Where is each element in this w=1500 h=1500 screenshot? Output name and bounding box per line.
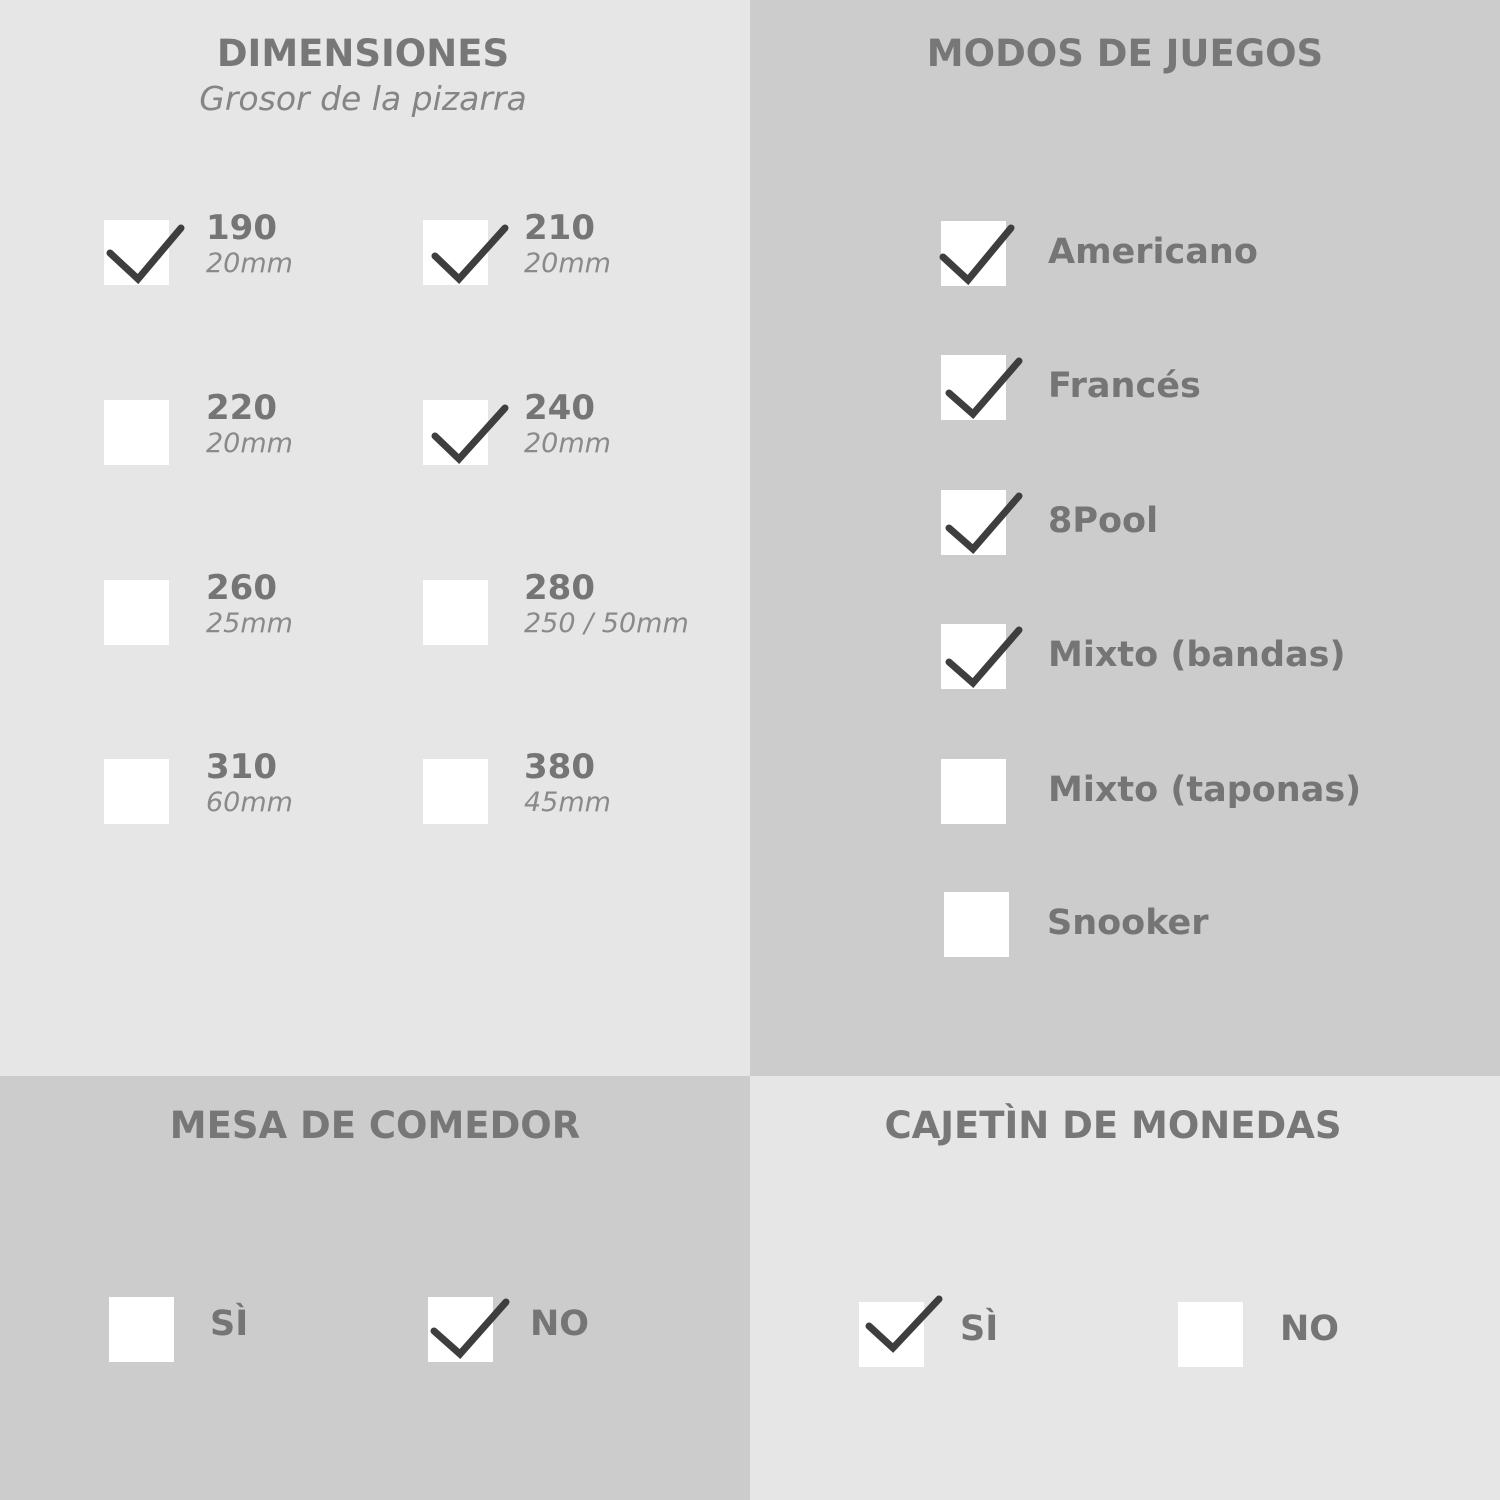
checkbox[interactable]: [423, 580, 488, 645]
checkbox[interactable]: [1178, 1302, 1243, 1367]
option-label: NO: [530, 1304, 590, 1344]
checkbox[interactable]: [941, 355, 1006, 420]
checkbox[interactable]: [423, 759, 488, 824]
thickness-value: 45mm: [524, 787, 611, 818]
checkbox[interactable]: [104, 759, 169, 824]
mode-label: 8Pool: [1048, 501, 1159, 541]
cajetin-panel: [750, 1076, 1500, 1500]
mode-label: Francés: [1048, 366, 1201, 406]
size-value: 240: [524, 388, 595, 428]
checkbox[interactable]: [941, 221, 1006, 286]
checkbox[interactable]: [109, 1297, 174, 1362]
size-value: 190: [206, 208, 277, 248]
dimensiones-title: DIMENSIONES: [216, 32, 510, 75]
dimensiones-panel: [0, 0, 750, 1076]
checkbox[interactable]: [859, 1302, 924, 1367]
checkbox[interactable]: [941, 759, 1006, 824]
checkbox[interactable]: [941, 624, 1006, 689]
checkbox[interactable]: [423, 220, 488, 285]
size-value: 220: [206, 388, 277, 428]
thickness-value: 25mm: [206, 608, 293, 639]
mode-label: Americano: [1048, 232, 1258, 272]
mode-label: Mixto (bandas): [1048, 635, 1346, 675]
thickness-value: 20mm: [524, 428, 611, 459]
thickness-value: 20mm: [206, 428, 293, 459]
thickness-value: 250 / 50mm: [524, 608, 689, 639]
checkbox[interactable]: [423, 400, 488, 465]
thickness-value: 20mm: [206, 248, 293, 279]
mesa-title: MESA DE COMEDOR: [169, 1104, 581, 1147]
modos-panel: [750, 0, 1500, 1076]
size-value: 210: [524, 208, 595, 248]
mode-label: Mixto (taponas): [1048, 770, 1362, 810]
option-label: SÌ: [960, 1309, 999, 1349]
checkbox[interactable]: [944, 892, 1009, 957]
size-value: 310: [206, 747, 277, 787]
dimensiones-subtitle: Grosor de la pizarra: [199, 79, 527, 118]
size-value: 260: [206, 568, 277, 608]
mesa-panel: [0, 1076, 750, 1500]
checkbox[interactable]: [428, 1297, 493, 1362]
checkbox[interactable]: [104, 580, 169, 645]
size-value: 380: [524, 747, 595, 787]
thickness-value: 20mm: [524, 248, 611, 279]
option-label: SÌ: [210, 1304, 249, 1344]
option-label: NO: [1280, 1309, 1340, 1349]
checkbox[interactable]: [941, 490, 1006, 555]
modos-title: MODOS DE JUEGOS: [926, 32, 1324, 75]
checkbox[interactable]: [104, 400, 169, 465]
mode-label: Snooker: [1047, 903, 1209, 943]
thickness-value: 60mm: [206, 787, 293, 818]
size-value: 280: [524, 568, 595, 608]
checkbox[interactable]: [104, 220, 169, 285]
cajetin-title: CAJETÌN DE MONEDAS: [884, 1104, 1342, 1147]
